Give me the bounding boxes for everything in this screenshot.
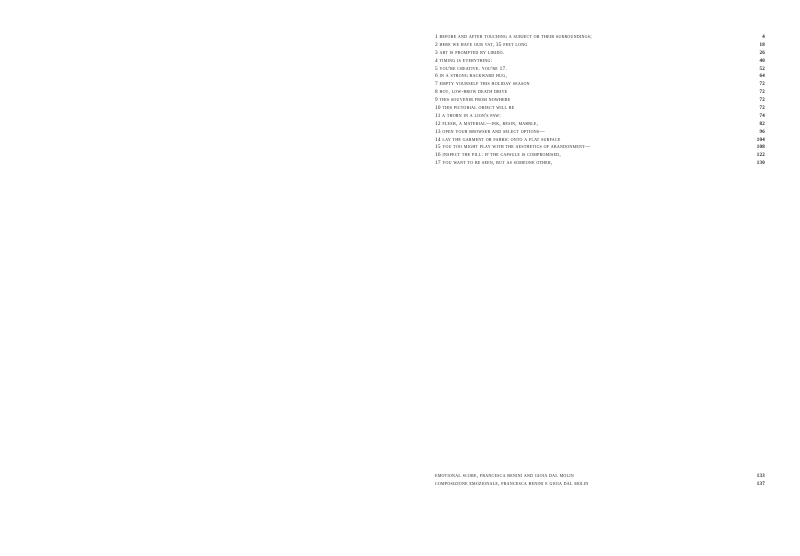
- toc-entry-title: 16 inspect the pill: if the capsule is compromised,: [435, 152, 561, 159]
- toc-entry-title: 13 open your browser and select options—: [435, 128, 545, 135]
- toc-entry: [435, 160, 765, 168]
- toc-entry: [435, 42, 765, 50]
- toc-entry: [435, 97, 765, 105]
- credits-entry-page: 137: [756, 481, 765, 487]
- toc-entry-title: 2 here we have our vat, 35 feet long: [435, 41, 528, 48]
- toc-entry-page: 72: [759, 106, 765, 112]
- toc-entry: [435, 73, 765, 81]
- toc-entry-page: 72: [759, 90, 765, 96]
- toc-entry: [435, 113, 765, 121]
- toc-entry: [435, 89, 765, 97]
- credits-entry-page: 133: [756, 474, 765, 479]
- toc-entry-page: 122: [756, 153, 765, 159]
- credits-entry-title: emotional score, francesca benini and gioia dal molin: [435, 473, 574, 479]
- toc-entry-page: 108: [756, 145, 765, 151]
- toc-entry-page: 82: [759, 121, 765, 127]
- toc-entry-title: 11 a thorn in a lion's paw:: [435, 112, 501, 119]
- toc-entry: [435, 129, 765, 137]
- toc-entry: [435, 144, 765, 152]
- credits-entry: [435, 481, 765, 489]
- toc-entry: [435, 121, 765, 129]
- toc-entry-page: 72: [759, 82, 765, 88]
- toc-entry-title: 10 this pictorial object will be: [435, 105, 515, 112]
- toc-entry-title: 9 this souvenir from nowhere: [435, 97, 511, 104]
- toc-entry-title: 4 timing is everything:: [435, 57, 493, 64]
- toc-entry-page: 4: [762, 35, 765, 40]
- toc-entry: [435, 137, 765, 145]
- toc-entry-page: 18: [759, 42, 765, 48]
- toc-entry-page: 96: [759, 129, 765, 135]
- toc-entry-title: 1 before and after touching a subject or their surroundings;: [435, 34, 592, 40]
- toc-entry: [435, 58, 765, 66]
- toc-entry: [435, 66, 765, 74]
- toc-entry: [435, 34, 765, 42]
- toc-entry-title: 14 lay the garment or fabric onto a flat surface: [435, 136, 561, 143]
- toc-entry-page: 72: [759, 98, 765, 104]
- credits-list: [435, 473, 765, 489]
- toc-entry-title: 17 you want to be seen, but as someone other,: [435, 160, 553, 167]
- toc-entry-page: 40: [759, 58, 765, 64]
- toc-entry-title: 8 hot, low-brow death drive: [435, 89, 508, 96]
- toc-entry-page: 52: [759, 66, 765, 72]
- toc-entry: [435, 105, 765, 113]
- table-of-contents: [435, 34, 765, 168]
- toc-entry-title: 12 flesh, a material—ink, resin, marble,: [435, 120, 539, 127]
- toc-entry: [435, 81, 765, 89]
- toc-entry-page: 130: [756, 161, 765, 167]
- toc-entry-page: 74: [759, 113, 765, 119]
- toc-entry-title: 3 art is prompted by libido.: [435, 49, 505, 56]
- toc-entry-page: 64: [759, 74, 765, 80]
- toc-entry-title: 6 in a strong backward hug,: [435, 73, 508, 80]
- toc-entry-title: 7 empty yourself this holiday season: [435, 81, 530, 88]
- toc-entry: [435, 152, 765, 160]
- toc-entry-title: 5 you're creative. you're 17.: [435, 65, 507, 72]
- toc-entry-title: 15 you too might play with the aesthetics of abandonment—: [435, 144, 591, 151]
- credits-entry-title: composizione emozionale, francesca benini e gioia dal molin: [435, 480, 589, 487]
- toc-entry: [435, 50, 765, 58]
- credits-entry: [435, 473, 765, 481]
- toc-entry-page: 104: [756, 137, 765, 143]
- toc-entry-page: 26: [759, 50, 765, 56]
